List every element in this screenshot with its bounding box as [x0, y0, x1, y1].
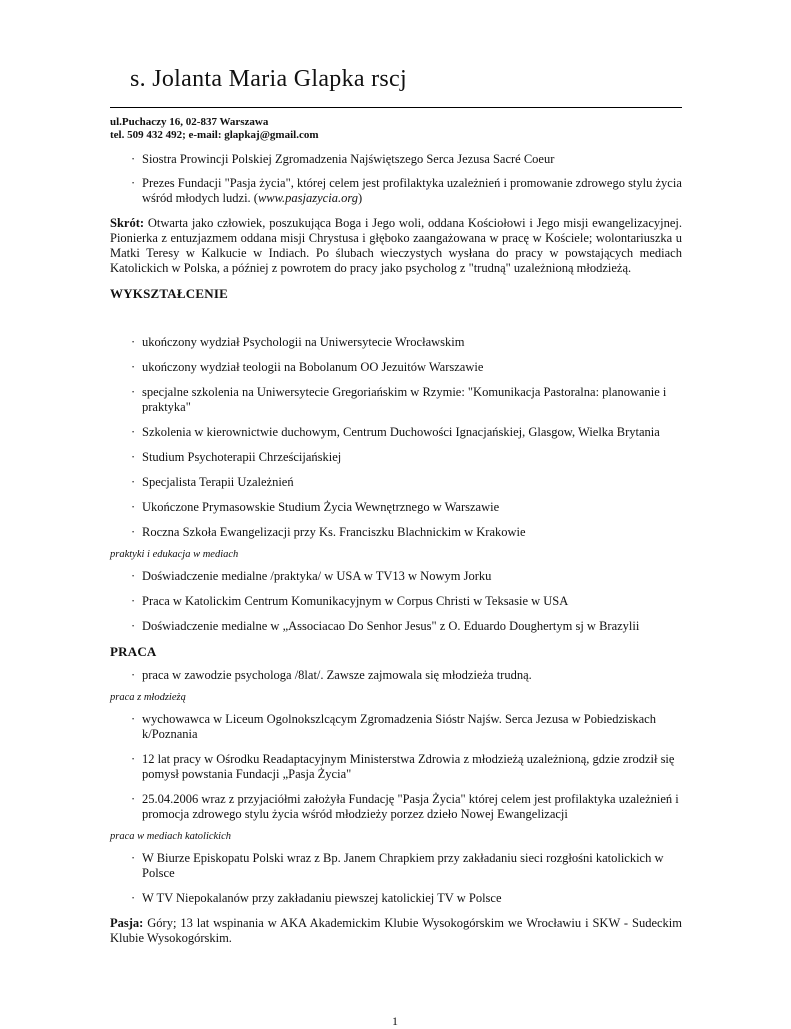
section-heading-work: PRACA — [110, 644, 157, 659]
list-item: · Doświadczenie medialne /praktyka/ w USA w TV13 w Nowym Jorku — [131, 569, 492, 583]
list-item: · Szkolenia w kierownictwie duchowym, Centrum Duchowości Ignacjańskiej, Glasgow, Wielka Brytania — [131, 425, 660, 439]
catholic-media-list — [110, 851, 682, 906]
subheading-media-education: praktyki i edukacja w mediach — [110, 549, 239, 560]
list-item: · Studium Psychoterapii Chrześcijańskiej — [131, 450, 342, 464]
list-item: · 12 lat pracy w Ośrodku Readaptacyjnym Ministerstwa Zdrowia z młodzieżą uzależnioną, gdzie zrodził się pomysł powstania Fundacji „Pasja Życia" — [131, 752, 675, 781]
list-item: · Ukończone Prymasowskie Studium Życia Wewnętrznego w Warszawie — [131, 500, 500, 514]
list-item: · ukończony wydział teologii na Bobolanum OO Jezuitów Warszawie — [131, 360, 484, 374]
list-item: · 25.04.2006 wraz z przyjaciółmi założyła Fundację "Pasja Życia" której celem jest profilaktyka uzależnień i promocja zdrowego stylu życia wśród młodzieży porzez dzieło Nowej Ewangelizacji — [131, 792, 679, 821]
list-item: · wychowawca w Liceum Ogolnokszlcącym Zgromadzenia Sióstr Najśw. Serca Jezusa w Pobiedziskach k/Poznania — [131, 712, 656, 741]
list-item: · Doświadczenie medialne w „Associacao Do Senhor Jesus" z O. Eduardo Doughertym sj w Brazylii — [131, 619, 640, 633]
contact-block — [110, 116, 682, 142]
education-list — [110, 335, 682, 540]
intro-list — [110, 152, 682, 206]
work-list — [110, 668, 682, 683]
person-name: s. Jolanta Maria Glapka rscj — [130, 66, 407, 92]
subheading-youth-work: praca z młodzieżą — [110, 692, 186, 703]
page-number: 1 — [392, 1014, 398, 1028]
youth-work-list — [110, 712, 682, 822]
summary-label: Skrót: — [110, 216, 145, 230]
cv-page — [110, 0, 682, 946]
passion-paragraph — [110, 916, 682, 946]
list-item: · specjalne szkolenia na Uniwersytecie Gregoriańskim w Rzymie: "Komunikacja Pastoralna: planowanie i praktyka" — [131, 385, 667, 414]
media-education-list — [110, 569, 682, 634]
passion-label: Pasja: — [110, 916, 144, 930]
list-item: · Praca w Katolickim Centrum Komunikacyjnym w Corpus Christi w Teksasie w USA — [131, 594, 569, 608]
list-item: · Roczna Szkoła Ewangelizacji przy Ks. Franciszku Blachnickim w Krakowie — [131, 525, 526, 539]
address: ul.Puchaczy 16, 02-837 Warszawa — [110, 116, 269, 128]
summary-text: Otwarta jako człowiek, poszukująca Boga i Jego woli, oddana Kościołowi i Jego misji ewangelizacyjnej. Pionierka z entuzjazmem oddana misji Chrystusa i głęboko zaangażowana w pracę w Kościele; wolontariuszka u Matki Teresy w Kalkucie w Indiach. Po ślubach wieczystych wysłana do pracy w powstających mediach Katolickich w Polska, a później z powrotem do pracy jako psycholog z "trudną" uzależnioną młodzieżą. — [110, 216, 682, 275]
summary-paragraph — [110, 216, 682, 276]
subheading-catholic-media: praca w mediach katolickich — [110, 831, 232, 842]
header-rule — [110, 107, 682, 108]
section-heading-education: WYKSZTAŁCENIE — [110, 286, 228, 301]
list-item: · W TV Niepokalanów przy zakładaniu piewszej katolickiej TV w Polsce — [131, 891, 502, 905]
website-link[interactable]: www.pasjazycia.org — [257, 191, 358, 205]
phone-email: tel. 509 432 492; e-mail: glapkaj@gmail.com — [110, 129, 319, 141]
list-item: · Prezes Fundacji "Pasja życia", której celem jest profilaktyka uzależnień i promowanie zdrowego stylu życia wśród młodych ludzi. (www.pasjazycia.org) — [131, 176, 682, 205]
list-item: · praca w zawodzie psychologa /8lat/. Zawsze zajmowala się młodzieża trudną. — [131, 668, 532, 682]
list-item: · Siostra Prowincji Polskiej Zgromadzenia Najświętszego Serca Jezusa Sacré Coeur — [131, 152, 555, 166]
list-item: · Specjalista Terapii Uzależnień — [131, 475, 294, 489]
list-item: · W Biurze Episkopatu Polski wraz z Bp. Janem Chrapkiem przy zakładaniu sieci rozgłośni katolickich w Polsce — [131, 851, 664, 880]
list-item: · ukończony wydział Psychologii na Uniwersytecie Wrocławskim — [131, 335, 465, 349]
passion-text: Góry; 13 lat wspinania w AKA Akademickim Klubie Wysokogórskim we Wrocławiu i SKW - Sudeckim Klubie Wysokogórskim. — [110, 916, 683, 945]
